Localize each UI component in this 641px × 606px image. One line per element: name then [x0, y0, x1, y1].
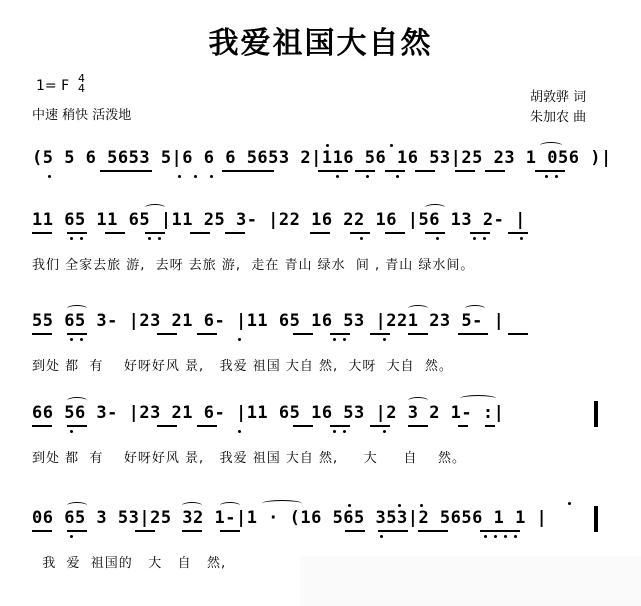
time-top: 4	[78, 72, 85, 85]
composer-credit: 朱加农 曲	[530, 110, 587, 125]
notation-line: 66 56 3- |23 21 6- |11 65 16 53 |2 3 2 1- :|	[32, 403, 505, 423]
time-signature	[78, 74, 85, 94]
lyricist-credit: 胡敦骅 词	[530, 90, 587, 105]
key-label: 1= F	[36, 78, 70, 94]
notation-line: 11 65 11 65 |11 25 3- |22 16 22 16 |56 13 2- |	[32, 210, 526, 230]
lyrics-line: 我 爱 祖国的 大 自 然,	[32, 556, 227, 571]
notation-line: 06 65 3 53|25 32 1-|1 · (16 565 353|2 5656 1 1 |	[32, 508, 548, 528]
notation-line: (5 5 6 5653 5|6 6 6 5653 2|116 56 16 53|25 23 1 056 )|	[32, 148, 612, 168]
key-signature	[36, 72, 85, 95]
time-bottom: 4	[78, 82, 85, 95]
page-corner-shade	[300, 556, 641, 606]
tempo-marking: 中速 稍快 活泼地	[32, 108, 132, 123]
lyrics-line: 我们 全家去旅 游, 去呀 去旅 游, 走在 青山 绿水 间 , 青山 绿水间。	[32, 258, 475, 273]
song-title: 我爱祖国大自然	[208, 26, 433, 61]
lyrics-line: 到处 都 有 好呀好风 景, 我爱 祖国 大自 然, 大 自 然。	[32, 451, 466, 466]
lyrics-line: 到处 都 有 好呀好风 景, 我爱 祖国 大自 然, 大呀 大自 然。	[32, 359, 453, 374]
notation-line: 55 65 3- |23 21 6- |11 65 16 53 |221 23 5- |	[32, 311, 505, 331]
